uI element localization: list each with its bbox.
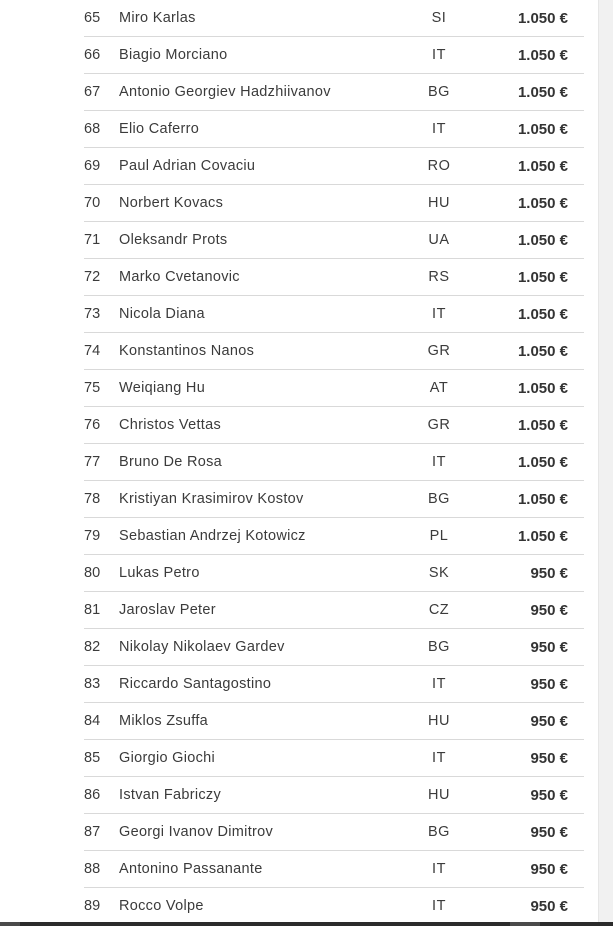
- prize-amount: 950 €: [530, 713, 568, 730]
- rank-cell: 87: [84, 824, 101, 840]
- prize-amount: 1.050 €: [517, 195, 568, 212]
- player-name: Christos Vettas: [119, 417, 222, 433]
- results-table: [84, 0, 584, 925]
- horizontal-scrollbar[interactable]: [0, 922, 613, 926]
- rank-cell: 85: [84, 750, 101, 766]
- table-row: [84, 703, 584, 740]
- scrollbar-thumb[interactable]: [510, 922, 540, 926]
- table-row: [84, 296, 584, 333]
- prize-amount: 950 €: [530, 824, 568, 841]
- prize-amount: 1.050 €: [517, 84, 568, 101]
- rank-cell: 70: [84, 195, 101, 211]
- table-row: [84, 888, 584, 925]
- player-name: Miklos Zsuffa: [119, 713, 209, 729]
- country-code: HU: [428, 713, 450, 729]
- rank-cell: 74: [84, 343, 101, 359]
- rank-cell: 82: [84, 639, 101, 655]
- player-name: Elio Caferro: [119, 121, 200, 137]
- country-code: GR: [427, 343, 451, 359]
- prize-amount: 950 €: [530, 565, 568, 582]
- country-code: BG: [428, 824, 450, 840]
- rank-cell: 76: [84, 417, 101, 433]
- prize-amount: 1.050 €: [517, 343, 568, 360]
- table-row: [84, 777, 584, 814]
- player-name: Georgi Ivanov Dimitrov: [119, 824, 274, 840]
- country-code: UA: [428, 232, 450, 248]
- player-name: Rocco Volpe: [119, 898, 204, 914]
- prize-amount: 1.050 €: [517, 306, 568, 323]
- country-code: GR: [427, 417, 451, 433]
- rank-cell: 65: [84, 10, 101, 26]
- table-row: [84, 629, 584, 666]
- player-name: Oleksandr Prots: [119, 232, 228, 248]
- table-row: [84, 111, 584, 148]
- country-code: BG: [428, 84, 450, 100]
- country-code: CZ: [428, 602, 450, 618]
- table-row: [84, 148, 584, 185]
- player-name: Giorgio Giochi: [119, 750, 216, 766]
- player-name: Antonino Passanante: [119, 861, 263, 877]
- country-code: IT: [432, 306, 446, 322]
- rank-cell: 69: [84, 158, 101, 174]
- player-name: Sebastian Andrzej Kotowicz: [119, 528, 306, 544]
- table-row: [84, 0, 584, 37]
- player-name: Nicola Diana: [119, 306, 205, 322]
- table-row: [84, 407, 584, 444]
- prize-amount: 1.050 €: [517, 417, 568, 434]
- country-code: IT: [432, 676, 446, 692]
- table-row: [84, 481, 584, 518]
- table-row: [84, 74, 584, 111]
- vertical-scrollbar[interactable]: [598, 0, 613, 922]
- prize-amount: 1.050 €: [517, 10, 568, 27]
- player-name: Marko Cvetanovic: [119, 269, 240, 285]
- table-row: [84, 592, 584, 629]
- rank-cell: 67: [84, 84, 101, 100]
- rank-cell: 73: [84, 306, 101, 322]
- player-name: Weiqiang Hu: [119, 380, 206, 396]
- prize-amount: 1.050 €: [517, 232, 568, 249]
- country-code: IT: [432, 454, 446, 470]
- rank-cell: 71: [84, 232, 101, 248]
- player-name: Nikolay Nikolaev Gardev: [119, 639, 285, 655]
- country-code: IT: [432, 861, 446, 877]
- rank-cell: 66: [84, 47, 101, 63]
- rank-cell: 80: [84, 565, 101, 581]
- prize-amount: 950 €: [530, 639, 568, 656]
- table-row: [84, 518, 584, 555]
- rank-cell: 78: [84, 491, 101, 507]
- country-code: AT: [429, 380, 449, 396]
- player-name: Paul Adrian Covaciu: [119, 158, 256, 174]
- table-row: [84, 851, 584, 888]
- rank-cell: 84: [84, 713, 101, 729]
- rank-cell: 75: [84, 380, 101, 396]
- prize-amount: 1.050 €: [517, 528, 568, 545]
- country-code: BG: [428, 639, 450, 655]
- prize-amount: 950 €: [530, 787, 568, 804]
- prize-amount: 1.050 €: [517, 269, 568, 286]
- country-code: BG: [428, 491, 450, 507]
- player-name: Jaroslav Peter: [119, 602, 216, 618]
- rank-cell: 89: [84, 898, 101, 914]
- country-code: PL: [429, 528, 449, 544]
- country-code: HU: [428, 195, 450, 211]
- player-name: Antonio Georgiev Hadzhiivanov: [119, 84, 331, 100]
- rank-cell: 72: [84, 269, 101, 285]
- scrollbar-left-arrow[interactable]: [0, 922, 20, 926]
- table-row: [84, 444, 584, 481]
- player-name: Istvan Fabriczy: [119, 787, 221, 803]
- prize-amount: 950 €: [530, 861, 568, 878]
- prize-amount: 950 €: [530, 602, 568, 619]
- prize-amount: 950 €: [530, 750, 568, 767]
- prize-amount: 1.050 €: [517, 158, 568, 175]
- player-name: Norbert Kovacs: [119, 195, 224, 211]
- prize-amount: 1.050 €: [517, 380, 568, 397]
- prize-amount: 1.050 €: [517, 454, 568, 471]
- table-row: [84, 37, 584, 74]
- table-row: [84, 740, 584, 777]
- rank-cell: 81: [84, 602, 101, 618]
- country-code: HU: [428, 787, 450, 803]
- country-code: IT: [432, 47, 446, 63]
- player-name: Konstantinos Nanos: [119, 343, 255, 359]
- rank-cell: 86: [84, 787, 101, 803]
- country-code: IT: [432, 750, 446, 766]
- rank-cell: 88: [84, 861, 101, 877]
- player-name: Biagio Morciano: [119, 47, 228, 63]
- country-code: RS: [428, 269, 450, 285]
- country-code: IT: [432, 898, 446, 914]
- table-row: [84, 666, 584, 703]
- table-row: [84, 814, 584, 851]
- player-name: Miro Karlas: [119, 10, 196, 26]
- rank-cell: 83: [84, 676, 101, 692]
- table-row: [84, 555, 584, 592]
- table-row: [84, 259, 584, 296]
- prize-amount: 1.050 €: [517, 47, 568, 64]
- rank-cell: 79: [84, 528, 101, 544]
- country-code: SI: [431, 10, 447, 26]
- country-code: SK: [428, 565, 450, 581]
- rank-cell: 68: [84, 121, 101, 137]
- rank-cell: 77: [84, 454, 101, 470]
- prize-amount: 1.050 €: [517, 121, 568, 138]
- prize-amount: 1.050 €: [517, 491, 568, 508]
- country-code: RO: [427, 158, 451, 174]
- player-name: Riccardo Santagostino: [119, 676, 272, 692]
- table-row: [84, 185, 584, 222]
- prize-amount: 950 €: [530, 676, 568, 693]
- player-name: Lukas Petro: [119, 565, 200, 581]
- table-row: [84, 333, 584, 370]
- country-code: IT: [432, 121, 446, 137]
- prize-amount: 950 €: [530, 898, 568, 915]
- table-row: [84, 370, 584, 407]
- player-name: Bruno De Rosa: [119, 454, 223, 470]
- table-row: [84, 222, 584, 259]
- player-name: Kristiyan Krasimirov Kostov: [119, 491, 304, 507]
